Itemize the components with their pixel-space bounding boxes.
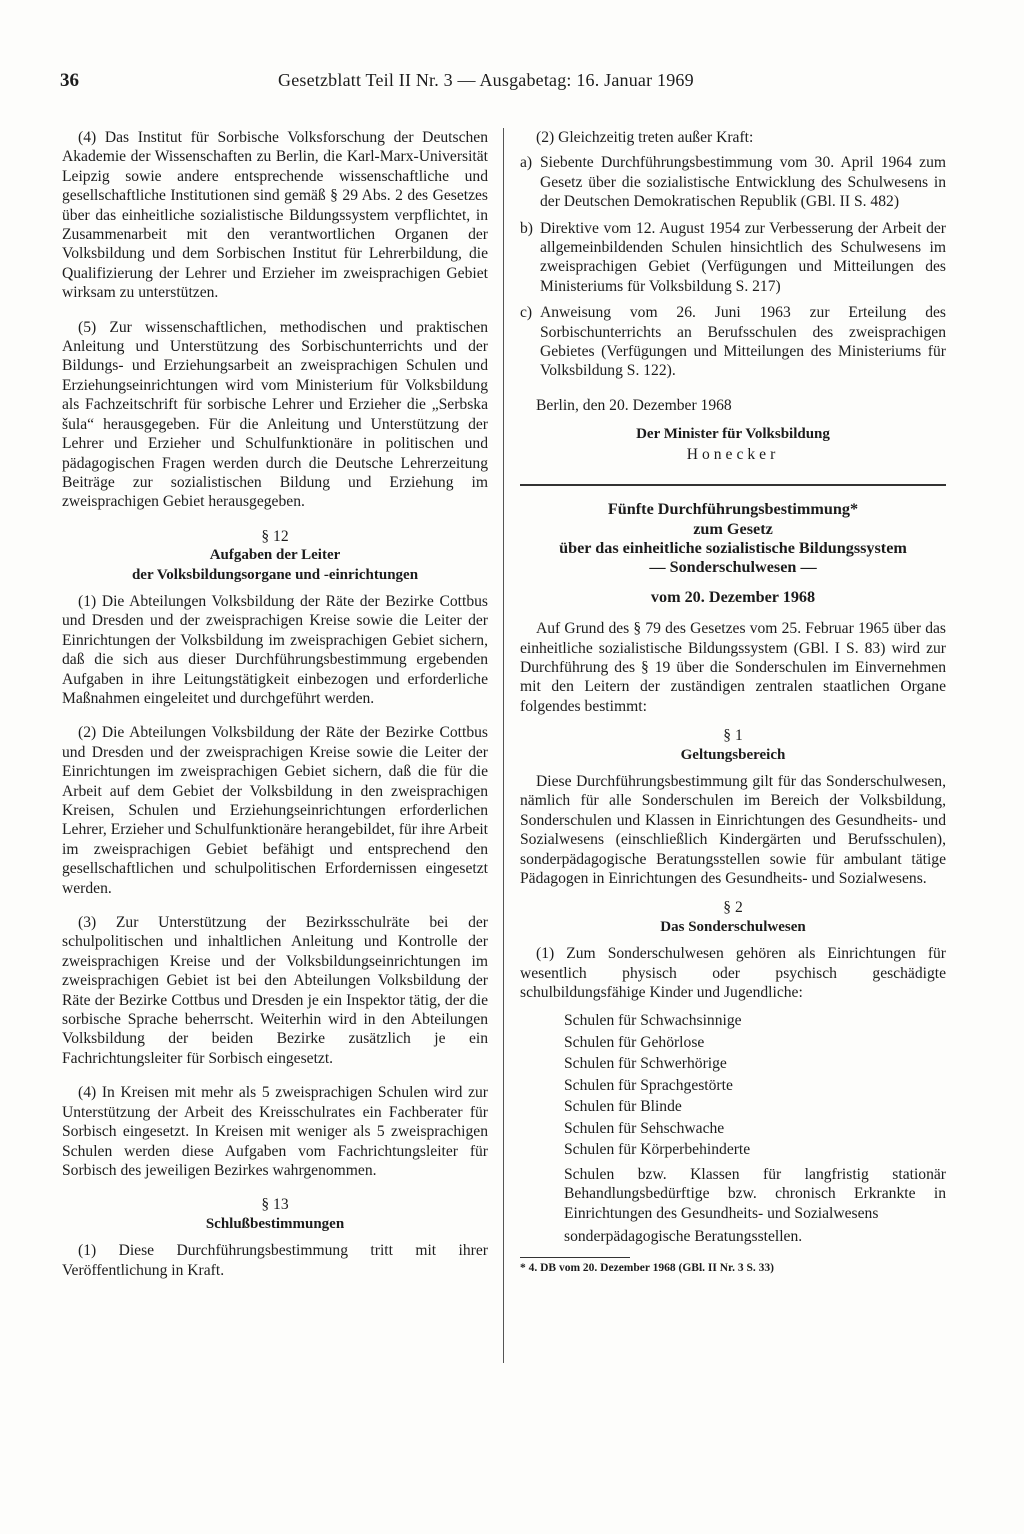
- section-1-text: Diese Durchführungsbestimmung gilt für das Sonderschulwesen, nämlich für alle Sonderschulen im Bereich der Volksbildung, Sonderschulen und Klassen in Einrichtungen des Gesundheits- und Sozialwesens (einschließlich Kindergärten und Berufsschulen), sonderpädagogische Beratungsstellen sowie für ambulant tätige Pädagogen in Einrichtungen des Gesundheits- und Sozialwesens.: [520, 772, 946, 887]
- section-divider: [520, 484, 946, 486]
- section-13-paragraph-1: (1) Diese Durchführungsbestimmung tritt mit ihrer Veröffentlichung in Kraft.: [62, 1242, 488, 1279]
- column-divider: [503, 128, 504, 1363]
- list-item: Schulen für Gehörlose: [564, 1033, 705, 1051]
- section-12-number: § 12: [261, 527, 289, 545]
- list-item: Schulen für Blinde: [564, 1098, 682, 1116]
- repeal-intro: (2) Gleichzeitig treten außer Kraft:: [536, 129, 754, 146]
- section-2-paragraph-1: (1) Zum Sonderschulwesen gehören als Einrichtungen für wesentlich physisch oder psychisch geschädigte schulbildungsfähige Kinder und Jugendliche:: [520, 945, 946, 1002]
- preamble: Auf Grund des § 79 des Gesetzes vom 25. Februar 1965 über das einheitliche sozialistische Bildungssystem (GBl. I S. 83) wird zur Durchführung des § 19 über die Sonderschulen im Einvernehmen mit den Leitern der zuständigen zentralen staatlichen Organe folgendes bestimmt:: [520, 620, 946, 715]
- section-12-paragraph-4: (4) In Kreisen mit mehr als 5 zweisprachigen Schulen wird zur Unterstützung der Arbeit des Kreisschulrates ein Fachberater für Sorbisch eingesetzt. In Kreisen mit weniger als 5 zweisprachigen Schulen werden diese Aufgaben vom Fachrichtungsleiter für Sorbisch des jeweiligen Bezirkes wahrgenommen.: [62, 1084, 488, 1179]
- signature-name: Honecker: [686, 445, 780, 463]
- list-item: [520, 219, 946, 297]
- left-column: [62, 128, 488, 1295]
- decree-title-line-4: — Sonderschulwesen —: [649, 558, 817, 577]
- section-1-title: Geltungsbereich: [680, 746, 786, 763]
- decree-date: vom 20. Dezember 1968: [650, 587, 816, 606]
- list-item: [520, 303, 946, 381]
- section-12-title-line-1: Aufgaben der Leiter: [209, 547, 341, 564]
- paragraph-5: (5) Zur wissenschaftlichen, methodischen und praktischen Anleitung und Unterstützung des Sorbischunterrichts und der Bildungs- und Erziehungsarbeit an zweisprachigen Schulen und Erziehungseinrichtungen wird vom Ministerium für Volksbildung als Fachzeitschrift für sorbische Lehrer und Erzieher die „Serbska šula“ herausgegeben. Für die Anleitung und Unterstützung der Lehrer und Erzieher und Schulfunktionäre in politischen und pädagogischen Fragen werden durch die Deutsche Lehrerzeitung Beiträge zur sozialistischen Bildung und Erziehung im zweisprachigen Gebiet herausgegeben.: [62, 318, 488, 511]
- list-item: sonderpädagogische Beratungsstellen.: [564, 1228, 803, 1246]
- section-12-paragraph-1: (1) Die Abteilungen Volksbildung der Räte der Bezirke Cottbus und Dresden und der zweisprachigen Kreise sowie die Leiter der Einrichtungen der Volksbildung im zweisprachigen Gebiet sichern, daß die sich aus dieser Durchführungsbestimmung ergebenden Aufgaben in ihre Leitungstätigkeit einbezogen und erforderliche Maßnahmen eingeleitet und durchgeführt werden.: [62, 592, 488, 707]
- paragraph-4: (4) Das Institut für Sorbische Volksforschung der Deutschen Akademie der Wissenschaften zu Berlin, die Karl-Marx-Universität Leipzig sowie andere entsprechende wissenschaftliche und gesellschaftliche Institutionen sind gemäß § 29 Abs. 2 des Gesetzes über das einheitliche sozialistische Bildungssystem verpflichtet, in Zusammenarbeit mit den verantwortlichen Organen der Volksbildung und dem Sorbischen Institut für Lehrerbildung, die Qualifizierung der Lehrer und Erzieher im zweisprachigen Gebiet wirksam zu unterstützen.: [62, 129, 488, 302]
- list-item-label: b): [520, 219, 533, 237]
- list-item: Schulen für Schwerhörige: [564, 1055, 727, 1073]
- list-item: Schulen für Sehschwache: [564, 1119, 725, 1137]
- section-12-title: [62, 546, 488, 585]
- list-item-text: Direktive vom 12. August 1954 zur Verbesserung der Arbeit der allgemeinbildenden Schulen hinsichtlich des Schulwesens im zweisprachigen Gebiet (Verfügungen und Mitteilungen des Ministeriums für Volksbildung S. 217): [540, 219, 946, 295]
- decree-title-line-3: über das einheitliche sozialistische Bildungssystem: [559, 538, 907, 557]
- list-item: Schulen für Schwachsinnige: [564, 1012, 742, 1030]
- list-item-text: Siebente Durchführungsbestimmung vom 30. April 1964 zum Gesetz über die sozialistische Entwicklung des Schulwesens in der Deutschen Demokratischen Republik (GBl. II S. 482): [540, 154, 946, 211]
- list-item-label: c): [520, 304, 533, 322]
- list-item: Schulen für Körperbehinderte: [564, 1141, 751, 1159]
- list-item: Schulen bzw. Klassen für langfristig stationär Behandlungsbedürftige bzw. chronisch Erkrankte in Einrichtungen des Gesundheits- und Sozialwesens: [564, 1165, 946, 1222]
- section-12-paragraph-3: (3) Zur Unterstützung der Bezirksschulräte bei der schulpolitischen und inhaltlichen Anleitung und Kontrolle der zweisprachigen Kreise und der Volksbildungseinrichtungen im zweisprachigen Gebiet ist bei den Abteilungen Volksbildung der Räte der Bezirke Cottbus und Dresden je ein Inspektor tätig, der die sorbische Sprache beherrscht. Weiterhin wird in den Abteilungen Volksbildung der beiden Bezirke zusätzlich je ein Fachrichtungsleiter für Sorbisch eingesetzt.: [62, 914, 488, 1067]
- footnote: * 4. DB vom 20. Dezember 1968 (GBl. II Nr. 3 S. 33): [520, 1261, 774, 1274]
- section-1-number: § 1: [723, 727, 743, 745]
- page-number: 36: [60, 70, 79, 91]
- section-13-number: § 13: [261, 1196, 289, 1214]
- section-12-paragraph-2: (2) Die Abteilungen Volksbildung der Räte der Bezirke Cottbus und Dresden und der zweisprachigen Kreise sowie die Leiter der Einrichtungen im zweisprachigen Gebiet sichern, daß die für die Arbeit auf dem Gebiet der Volksbildung in den zweisprachigen Kreisen, Schulen und Erziehungseinrichtungen erforderlichen Lehrer, Erzieher und Schulfunktionäre herangebildet, für ihre Arbeit im zweisprachigen Gebiet befähigt und entsprechend den gesellschaftlichen und schulpolitischen Erfordernissen eingesetzt werden.: [62, 724, 488, 897]
- decree-title-line-1: Fünfte Durchführungsbestimmung*: [607, 500, 859, 519]
- place-date: Berlin, den 20. Dezember 1968: [536, 396, 732, 414]
- list-item: Schulen für Sprachgestörte: [564, 1076, 733, 1094]
- footnote-divider: [520, 1257, 630, 1258]
- school-list: [564, 1010, 946, 1246]
- list-item: [520, 153, 946, 211]
- right-column: [520, 128, 946, 1276]
- list-item-text: Anweisung vom 26. Juni 1963 zur Erteilung des Sorbischunterrichts an Berufsschulen des zweisprachigen Gebietes (Verfügungen und Mitteilungen des Ministeriums für Volksbildung S. 122).: [540, 304, 946, 380]
- list-item-label: a): [520, 154, 533, 172]
- section-2-title: Das Sonderschulwesen: [660, 918, 806, 935]
- signature-title: Der Minister für Volksbildung: [636, 426, 830, 443]
- section-12-title-line-2: der Volksbildungsorgane und -einrichtungen: [131, 566, 419, 583]
- running-head: Gesetzblatt Teil II Nr. 3 — Ausgabetag: 16. Januar 1969: [278, 70, 694, 90]
- section-13-title: Schlußbestimmungen: [205, 1215, 345, 1232]
- decree-title-line-2: zum Gesetz: [693, 519, 773, 538]
- section-2-number: § 2: [723, 899, 743, 917]
